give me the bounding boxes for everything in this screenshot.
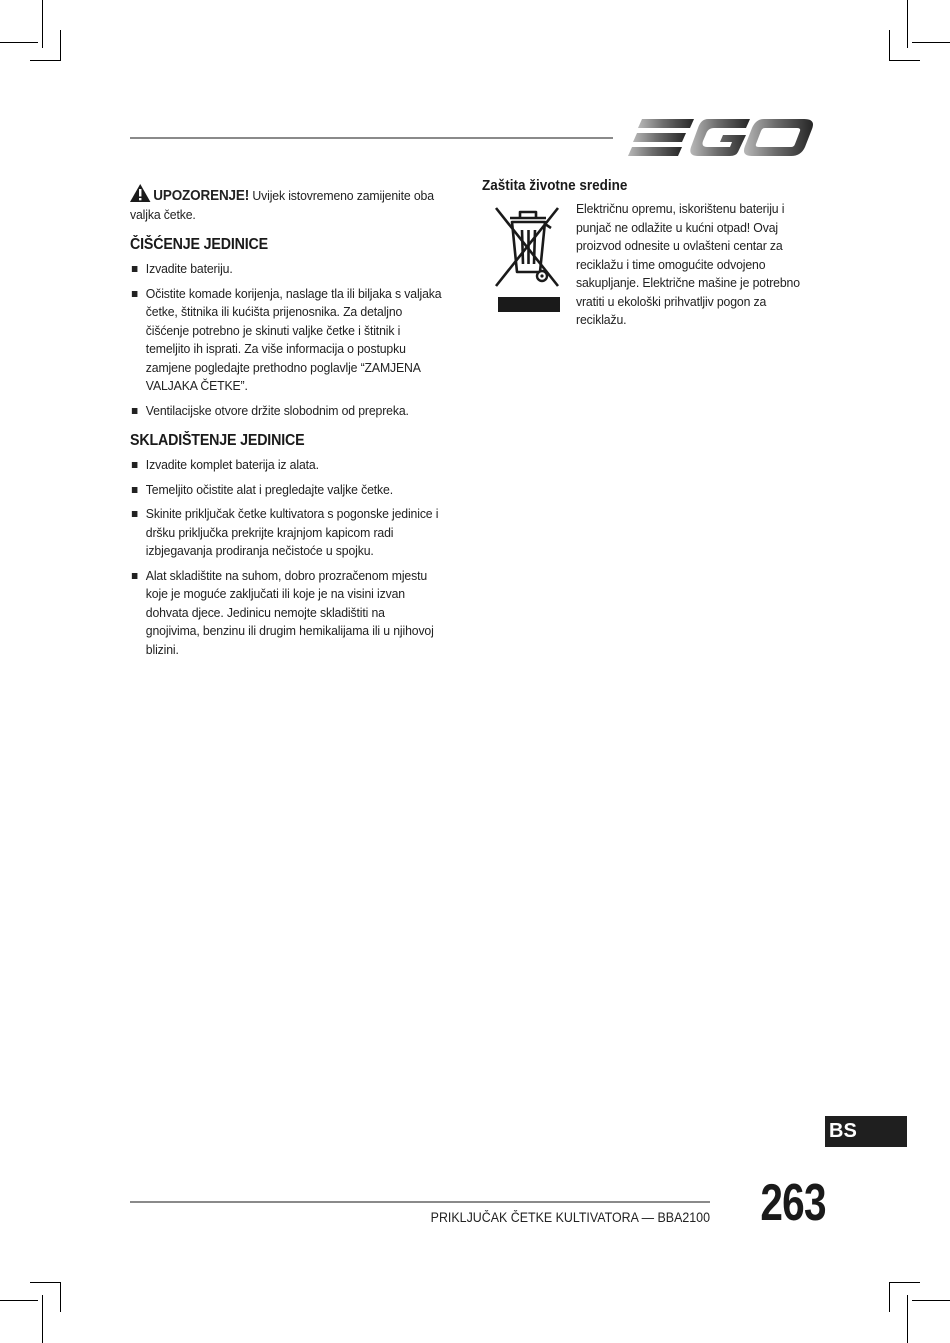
left-column [130,184,465,671]
warning-text: Uvijek istovremeno zamijenite oba valjka četke. [130,188,434,222]
bullet-square-icon [132,291,138,297]
crossed-out-wheelie-bin-icon [490,202,564,314]
list-item: Skinite priključak četke kultivatora s pogonske jedinice i dršku priključka prekrijte krajnjom kapicom radi izbjegavanja prodiranja nečistoće u spojku. [130,505,442,561]
environment-text: Električnu opremu, iskorištenu bateriju i punjač ne odlažite u kućni otpad! Ovaj proizvod odnesite u ovlašteni centar za reciklažu i time omogućite odvojeno sakupljanje. Električne mašine je potrebno vratiti u ekološki prihvatljiv pogon za reciklažu. [576,201,800,327]
bullet-square-icon [132,462,138,468]
storage-list [130,456,442,659]
bullet-square-icon [132,511,138,517]
ego-logo [628,117,814,159]
list-item: Izvadite komplet baterija iz alata. [130,456,442,475]
warning-label: UPOZORENJE! [153,188,250,204]
page-number: 263 [760,1174,826,1232]
list-item: Izvadite bateriju. [130,260,442,279]
section-title-cleaning: ČIŠĆENJE JEDINICE [130,236,268,253]
language-badge: BS [825,1116,907,1147]
cleaning-list [130,260,442,420]
bullet-square-icon [132,408,138,414]
list-item: Temeljito očistite alat i pregledajte valjke četke. [130,481,442,500]
footer-product-line: PRIKLJUČAK ČETKE KULTIVATORA — BBA2100 [430,1210,710,1225]
footer-rule [130,1201,710,1203]
header-rule [130,137,613,139]
svg-text:EGO: EGO [628,117,631,118]
bullet-square-icon [132,266,138,272]
warning-note [130,184,442,224]
list-item: Očistite komade korijenja, naslage tla ili biljaka s valjaka četke, štitnika ili kućišta prijenosnika. Za detaljno čišćenje potrebno je skinuti valjke četke i štitnik i temeljito ih isprati. Za više informacija o postupku zamjene pogledajte prethodno poglavlje “ZAMJENA VALJAKA ČETKE”. [130,285,442,396]
right-column [482,178,820,343]
environment-body [482,200,820,330]
list-item: Ventilacijske otvore držite slobodnim od prepreka. [130,402,442,421]
list-item: Alat skladištite na suhom, dobro prozračenom mjestu koje je moguće zaključati ili koje je na visini izvan dohvata djece. Jedinicu nemojte skladištiti na gnojivima, benzinu ili drugim hemikalijama ili u njihovoj blizini. [130,567,442,660]
bullet-square-icon [132,487,138,493]
bullet-square-icon [132,573,138,579]
warning-triangle-icon [130,184,150,202]
section-title-storage: SKLADIŠTENJE JEDINICE [130,432,305,449]
environment-title: Zaštita životne sredine [482,178,628,194]
